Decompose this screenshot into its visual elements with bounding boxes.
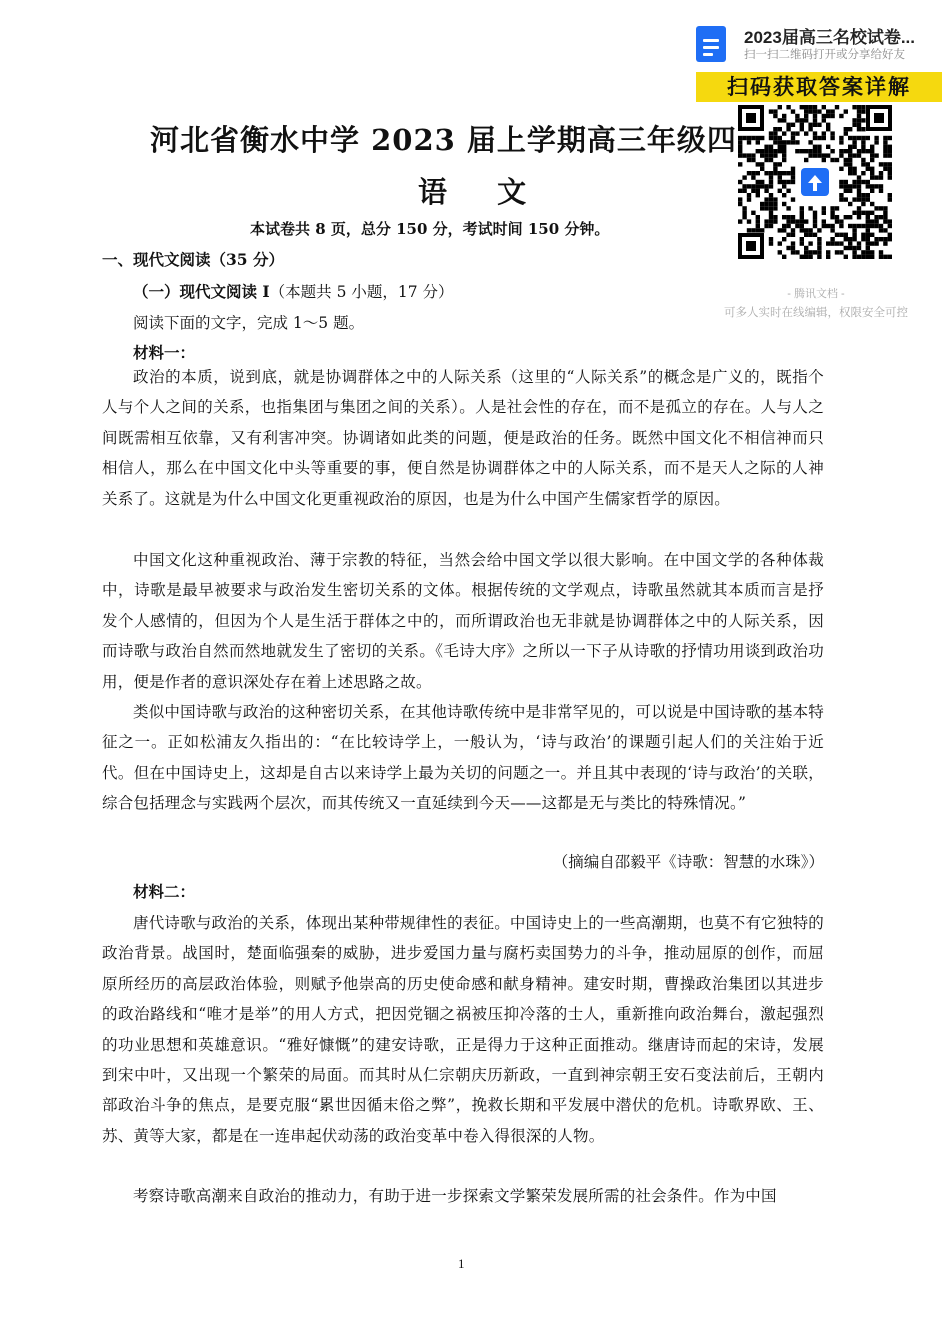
reading-instruction: 阅读下面的文字，完成 1～5 题。 xyxy=(133,314,365,332)
subsection-title: （一）现代文阅读 Ⅰ xyxy=(133,282,270,301)
material2-paragraph-1: 唐代诗歌与政治的关系，体现出某种带规律性的表征。中国诗史上的一些高潮期，也莫不有它独特的政治背景。战国时，楚面临强秦的威胁，进步爱国力量与腐朽卖国势力的斗争，推动屈原的创作，而屈原所经历的高层政治体验，则赋予他崇高的历史使命感和献身精神。建安时期，曹操政治集团以其进步的政治路线和“唯才是举”的用人方式，把因党锢之祸被压抑冷落的士人，重新推向政治舞台，激起强烈的功业思想和英雄意识。“雅好慷慨”的建安诗歌，正是得力于这种正面推动。继唐诗而起的宋诗，发展到宋中叶，又出现一个繁荣的局面。而其时从仁宗朝庆历新政，一直到神宗朝王安石变法前后，王朝内部政治斗争的焦点，是要克服“累世因循末俗之弊”，挽救长期和平发展中潜伏的危机。诗歌界欧、王、苏、黄等大家，都是在一连串起伏动荡的政治变革中卷入得很深的人物。 xyxy=(102,914,824,1145)
exam-subject: 语 文 xyxy=(418,175,547,209)
qr-code[interactable] xyxy=(736,103,894,261)
qr-finder-top-left xyxy=(738,105,764,131)
tencent-docs-icon xyxy=(696,26,726,62)
subsection-note: （本题共 5 小题，17 分） xyxy=(269,283,454,301)
answer-banner[interactable]: 扫码获取答案详解 xyxy=(696,72,942,102)
material1-paragraph-2: 中国文化这种重视政治、薄于宗教的特征，当然会给中国文学以很大影响。在中国文学的各种体裁中，诗歌是最早被要求与政治发生密切关系的文体。根据传统的文学观点，诗歌虽然就其本质而言是抒发个人感情的，但因为个人是生活于群体之中的，而所谓政治也无非就是协调群体之中的人际关系，因而诗歌与政治自然而然地就发生了密切的关系。《毛诗大序》之所以一下子从诗歌的抒情功用谈到政治功用，便是作者的意识深处存在着上述思路之故。 xyxy=(102,551,824,691)
ad-subtitle: 扫一扫二维码打开或分享给好友 xyxy=(744,49,905,61)
material2-paragraph-2: 考察诗歌高潮来自政治的推动力，有助于进一步探索文学繁荣发展所需的社会条件。作为中国 xyxy=(133,1187,777,1205)
material1-paragraph-1: 政治的本质，说到底，就是协调群体之中的人际关系（这里的“人际关系”的概念是广义的，既指个人与个人之间的关系，也指集团与集团之间的关系）。人是社会性的存在，而不是孤立的存在。人与人之间既需相互依靠，又有利害冲突。协调诸如此类的问题，便是政治的任务。既然中国文化不相信神而只相信人，那么在中国文化中头等重要的事，便自然是协调群体之中的人际关系，而不是天人之际的人神关系了。这就是为什么中国文化更重视政治的原因，也是为什么中国产生儒家哲学的原因。 xyxy=(102,368,824,508)
material1-paragraph-3: 类似中国诗歌与政治的这种密切关系，在其他诗歌传统中是非常罕见的，可以说是中国诗歌的基本特征之一。正如松浦友久指出的：“在比较诗学上，一般认为，‘诗与政治’的课题引起人们的关注始于近代。但在中国诗史上，这却是自古以来诗学上最为关切的问题之一。并且其中表现的‘诗与政治’的关联，综合包括理念与实践两个层次，而其传统又一直延续到今天——这都是无与类比的特殊情况。” xyxy=(102,703,824,813)
section-heading: 一、现代文阅读（35 分） xyxy=(102,250,284,269)
ad-title[interactable]: 2023届高三名校试卷... xyxy=(744,28,915,47)
material2-label: 材料二： xyxy=(133,882,196,901)
material1-label: 材料一： xyxy=(133,343,196,362)
material1-source: （摘编自邵毅平《诗歌：智慧的水珠》） xyxy=(552,853,824,871)
subsection-heading xyxy=(133,280,454,302)
exam-info: 本试卷共 8 页，总分 150 分，考试时间 150 分钟。 xyxy=(250,220,610,238)
qr-caption-brand: - 腾讯文档 - xyxy=(787,288,845,300)
qr-finder-bottom-left xyxy=(738,233,764,259)
page-number: 1 xyxy=(458,1256,465,1271)
exam-title: 河北省衡水中学 2023 届上学期高三年级四 xyxy=(150,123,737,157)
qr-finder-top-right xyxy=(866,105,892,131)
qr-caption-desc: 可多人实时在线编辑，权限安全可控 xyxy=(724,307,908,319)
